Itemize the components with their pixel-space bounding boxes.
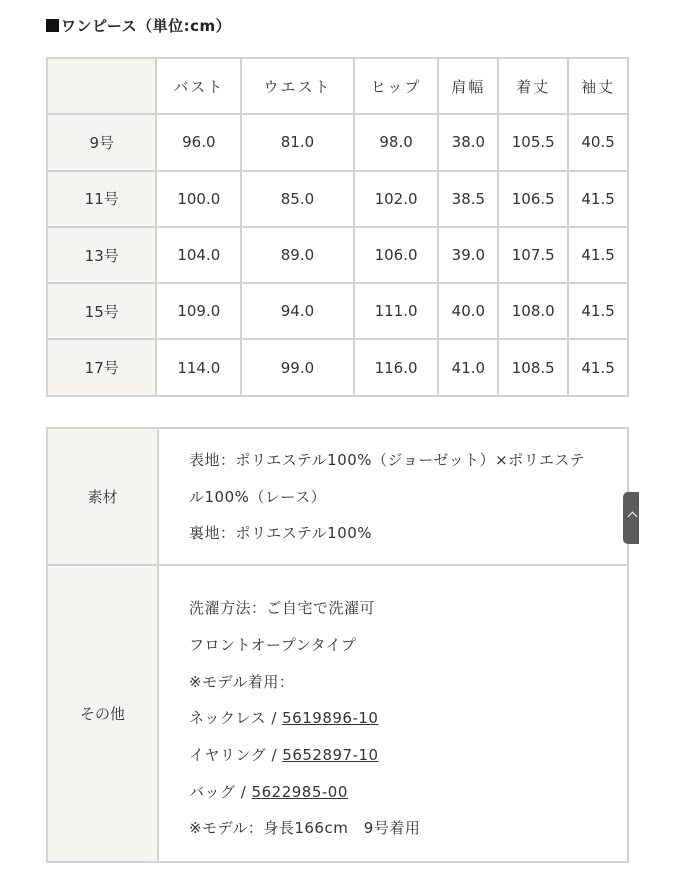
front-open-type: フロントオープンタイプ: [189, 635, 357, 654]
necklace-prefix: ネックレス /: [189, 709, 283, 728]
scroll-to-top-button[interactable]: [623, 492, 639, 544]
section-heading: [46, 15, 231, 36]
table-cell: 40.5: [568, 114, 628, 170]
table-cell: 116.0: [354, 339, 439, 395]
table-cell: 104.0: [156, 227, 241, 283]
earring-prefix: イヤリング /: [189, 745, 283, 764]
black-square-icon: [46, 19, 59, 32]
table-cell: 41.5: [568, 171, 628, 227]
table-cell: 41.5: [568, 283, 628, 339]
column-header-length: 着丈: [498, 58, 568, 114]
table-row: [47, 171, 628, 227]
earring-line: [189, 737, 627, 774]
bag-line: [189, 774, 627, 811]
other-row: [47, 565, 628, 862]
column-header-bust: バスト: [156, 58, 241, 114]
row-label-size: 17号: [47, 339, 156, 395]
other-cell: [158, 565, 628, 862]
table-cell: 41.5: [568, 339, 628, 395]
table-cell: 109.0: [156, 283, 241, 339]
table-cell: 38.0: [438, 114, 498, 170]
table-cell: 108.0: [498, 283, 568, 339]
table-row: [47, 339, 628, 395]
row-label-size: 15号: [47, 283, 156, 339]
bag-prefix: バッグ /: [189, 782, 252, 801]
row-label-size: 9号: [47, 114, 156, 170]
table-cell: 107.5: [498, 227, 568, 283]
table-cell: 41.5: [568, 227, 628, 283]
model-wearing-note: ※モデル着用：: [189, 672, 295, 691]
table-row: [47, 227, 628, 283]
material-line: 表地：ポリエステル100%（ジョーゼット）×ポリエステ: [189, 451, 586, 469]
table-cell: 102.0: [354, 171, 439, 227]
size-table-corner: [47, 58, 156, 114]
chevron-up-icon: [628, 512, 638, 522]
material-label: 素材: [47, 428, 158, 565]
table-cell: 111.0: [354, 283, 439, 339]
material-row: [47, 428, 628, 565]
product-info-table: [46, 427, 629, 863]
other-label: その他: [47, 565, 158, 862]
material-line: ル100%（レース）: [189, 487, 327, 506]
earring-link[interactable]: 5652897-10: [282, 745, 379, 764]
table-cell: 39.0: [438, 227, 498, 283]
table-cell: 114.0: [156, 339, 241, 395]
table-row: [47, 114, 628, 170]
table-cell: 106.5: [498, 171, 568, 227]
table-cell: 108.5: [498, 339, 568, 395]
table-cell: 106.0: [354, 227, 439, 283]
row-label-size: 13号: [47, 227, 156, 283]
row-label-size: 11号: [47, 171, 156, 227]
table-cell: 105.5: [498, 114, 568, 170]
table-cell: 94.0: [241, 283, 354, 339]
section-heading-text: ワンピース（単位:cm）: [61, 17, 232, 35]
table-cell: 100.0: [156, 171, 241, 227]
table-cell: 96.0: [156, 114, 241, 170]
table-cell: 89.0: [241, 227, 354, 283]
table-cell: 40.0: [438, 283, 498, 339]
column-header-waist: ウエスト: [241, 58, 354, 114]
necklace-link[interactable]: 5619896-10: [282, 709, 379, 728]
table-cell: 38.5: [438, 171, 498, 227]
table-cell: 81.0: [241, 114, 354, 170]
material-line: 裏地：ポリエステル100%: [189, 524, 373, 543]
column-header-shoulder: 肩幅: [438, 58, 498, 114]
necklace-line: [189, 700, 627, 737]
material-cell: [158, 428, 628, 565]
table-cell: 98.0: [354, 114, 439, 170]
column-header-hip: ヒップ: [354, 58, 439, 114]
model-info: ※モデル：身長166cm 9号着用: [189, 819, 421, 838]
size-table: [46, 57, 629, 397]
column-header-sleeve: 袖丈: [568, 58, 628, 114]
bag-link[interactable]: 5622985-00: [251, 782, 348, 801]
table-cell: 99.0: [241, 339, 354, 395]
table-cell: 85.0: [241, 171, 354, 227]
washing-method: 洗濯方法：ご自宅で洗濯可: [189, 599, 376, 618]
table-cell: 41.0: [438, 339, 498, 395]
size-table-header-row: [47, 58, 628, 114]
table-row: [47, 283, 628, 339]
